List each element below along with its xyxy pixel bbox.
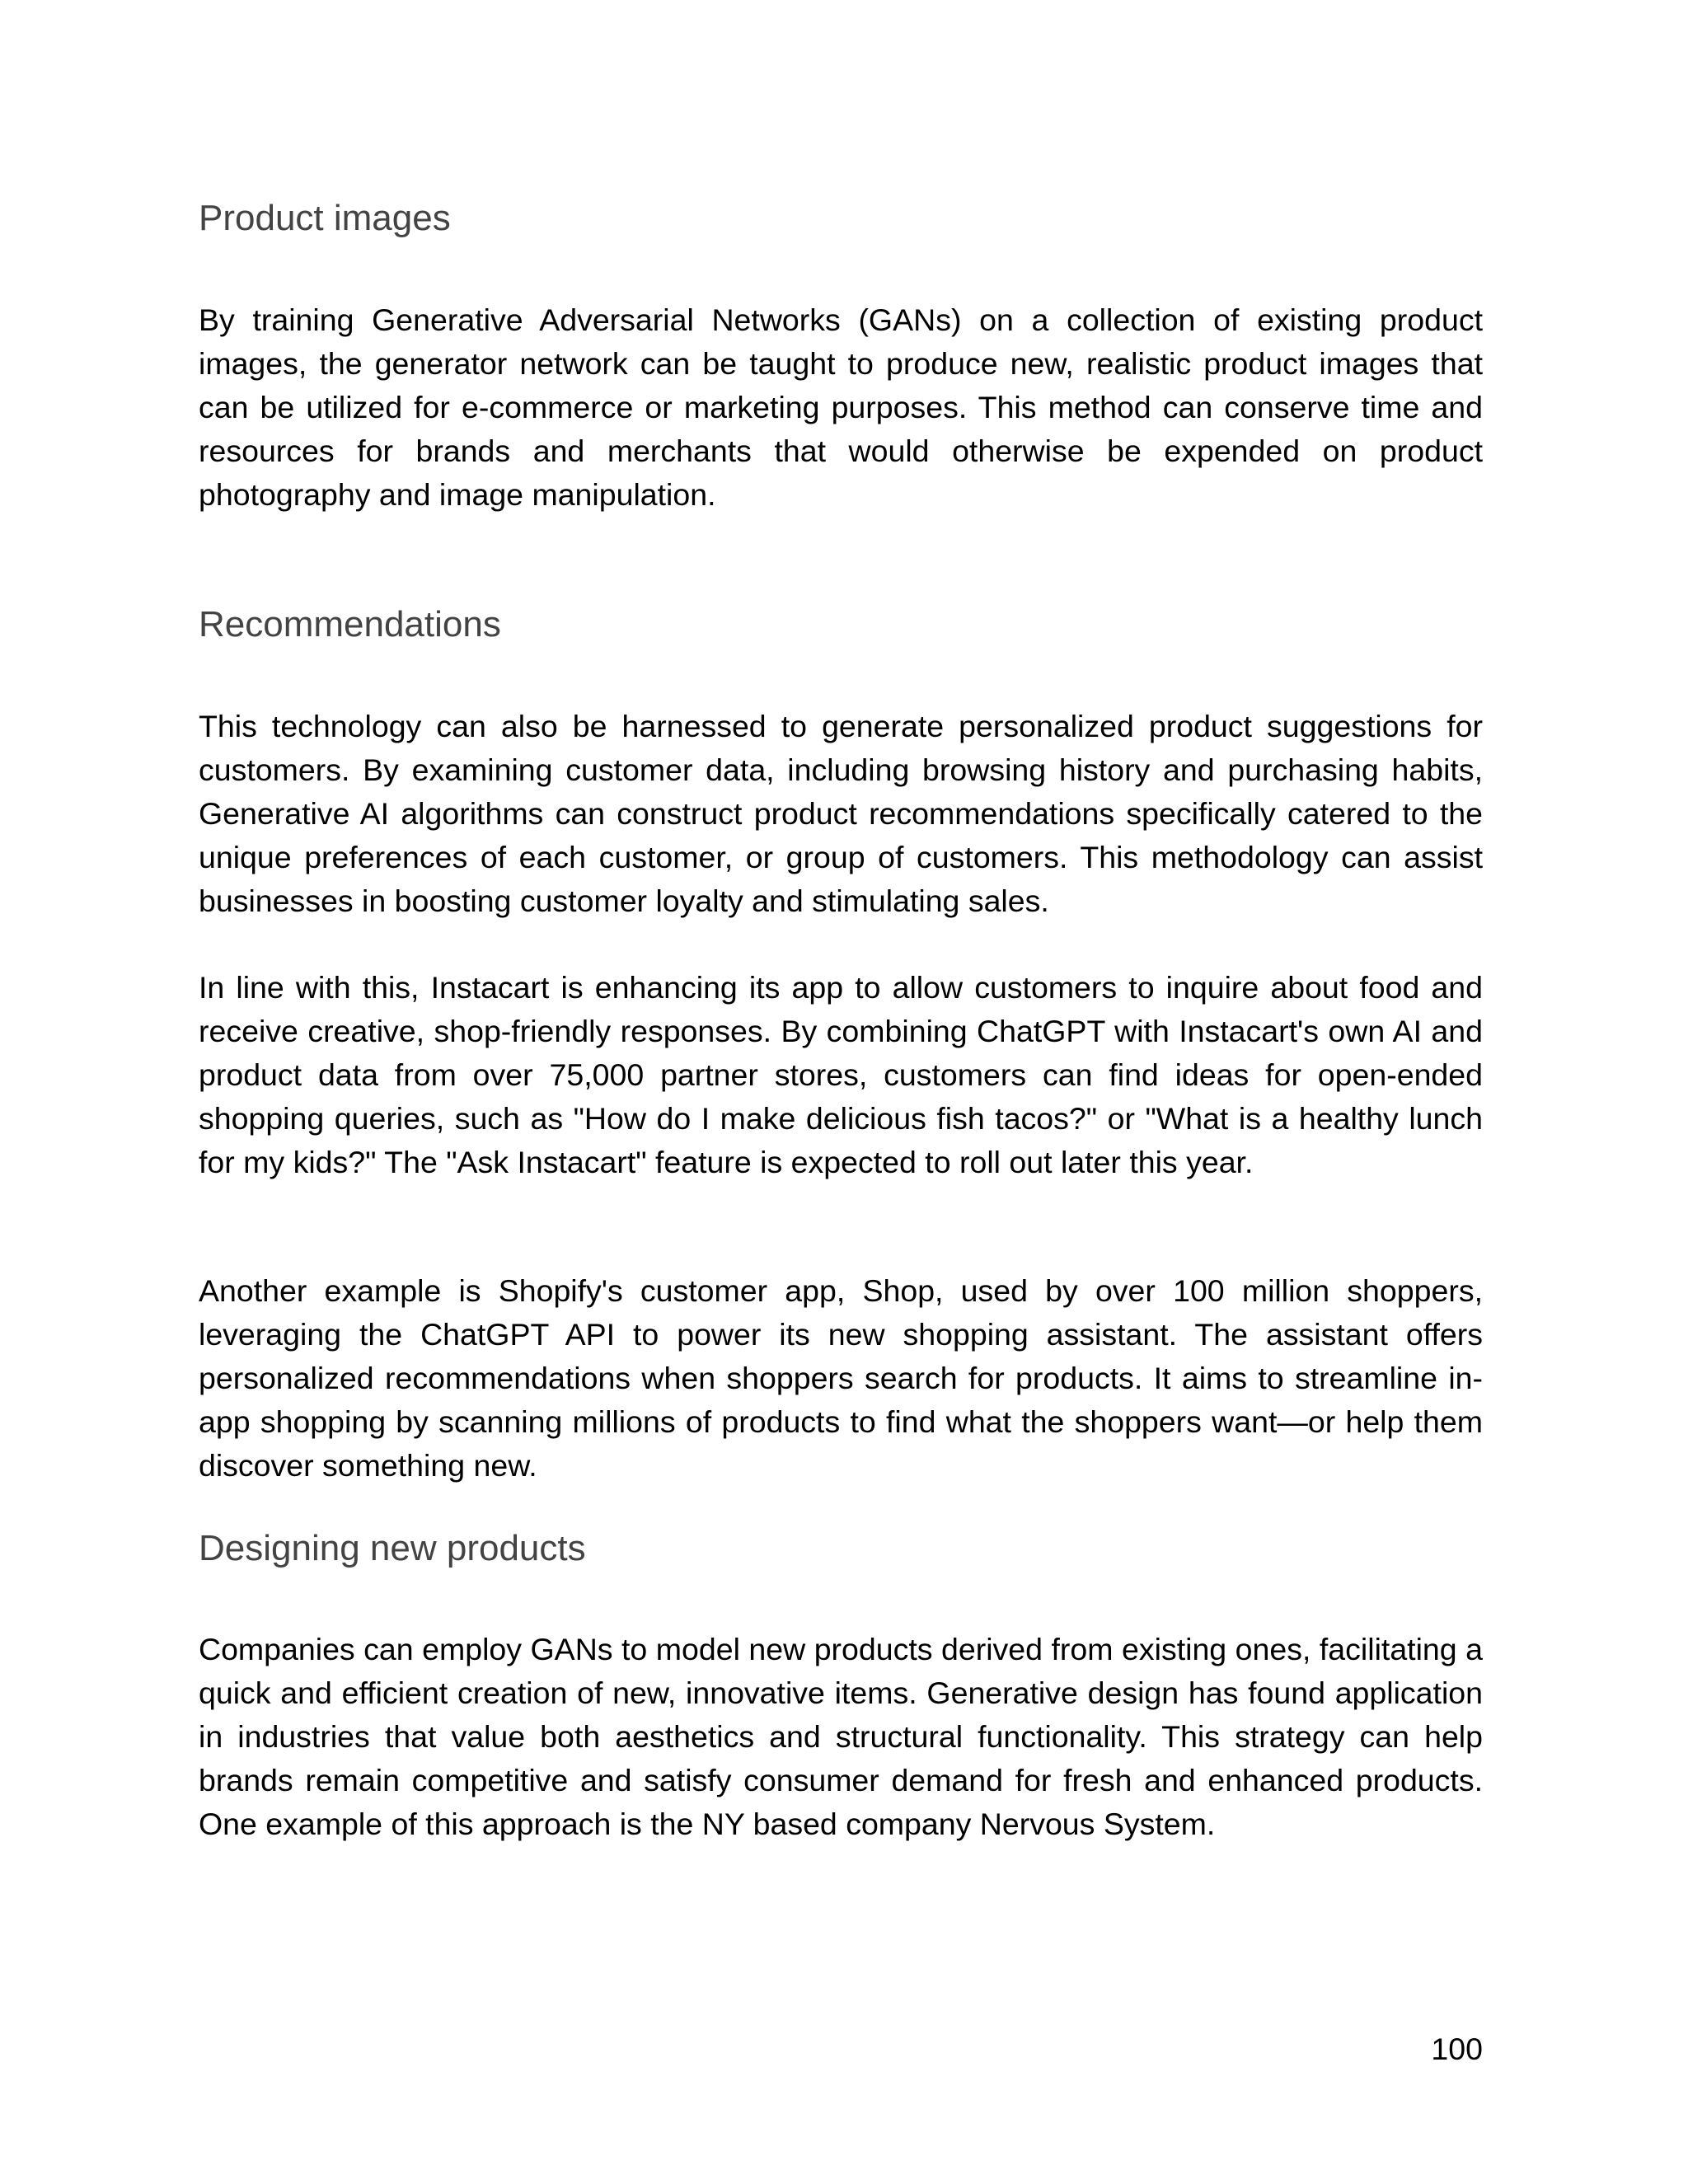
paragraph-recommendations-instacart: In line with this, Instacart is enhancing its app to allow customers to inquire about food and receive creative, shop-friendly responses. By combining ChatGPT with Instacart's own AI and product data from over 75,000 partner stores, customers can find ideas for open-ended shopping queries, such as "How do I make delicious fish tacos?" or "What is a healthy lunch for my kids?" The "Ask Instacart" feature is expected to roll out later this year. xyxy=(199,970,1483,1179)
paragraph-designing-new-products: Companies can employ GANs to model new products derived from existing ones, facilitating a quick and efficient creation of new, innovative items. Generative design has found application in industries that value both aesthetics and structural functionality. This strategy can help brands remain competitive and satisfy consumer demand for fresh and enhanced products. One example of this approach is the NY based company Nervous System. xyxy=(199,1632,1483,1841)
section-heading-recommendations: Recommendations xyxy=(199,604,501,644)
paragraph-product-images: By training Generative Adversarial Networks (GANs) on a collection of existing product images, the generator network can be taught to produce new, realistic product images that can be utilized for e-commerce or marketing purposes. This method can conserve time and resources for brands and merchants that would otherwise be expended on product photography and image manipulation. xyxy=(199,302,1483,512)
section-heading-designing-new-products: Designing new products xyxy=(199,1528,586,1568)
paragraph-recommendations-shopify: Another example is Shopify's customer app, Shop, used by over 100 million shoppers, leveraging the ChatGPT API to power its new shopping assistant. The assistant offers personalized recommendations when shoppers search for products. It aims to streamline in-app shopping by scanning millions of products to find what the shoppers want—or help them discover something new. xyxy=(199,1273,1483,1483)
page-number: 100 xyxy=(1431,2032,1483,2066)
section-heading-product-images: Product images xyxy=(199,198,451,238)
paragraph-recommendations-1: This technology can also be harnessed to generate personalized product suggestions for customers. By examining customer data, including browsing history and purchasing habits, Generative AI algorithms can construct product recommendations specifically catered to the unique preferences of each customer, or group of customers. This methodology can assist businesses in boosting customer loyalty and stimulating sales. xyxy=(199,709,1483,918)
